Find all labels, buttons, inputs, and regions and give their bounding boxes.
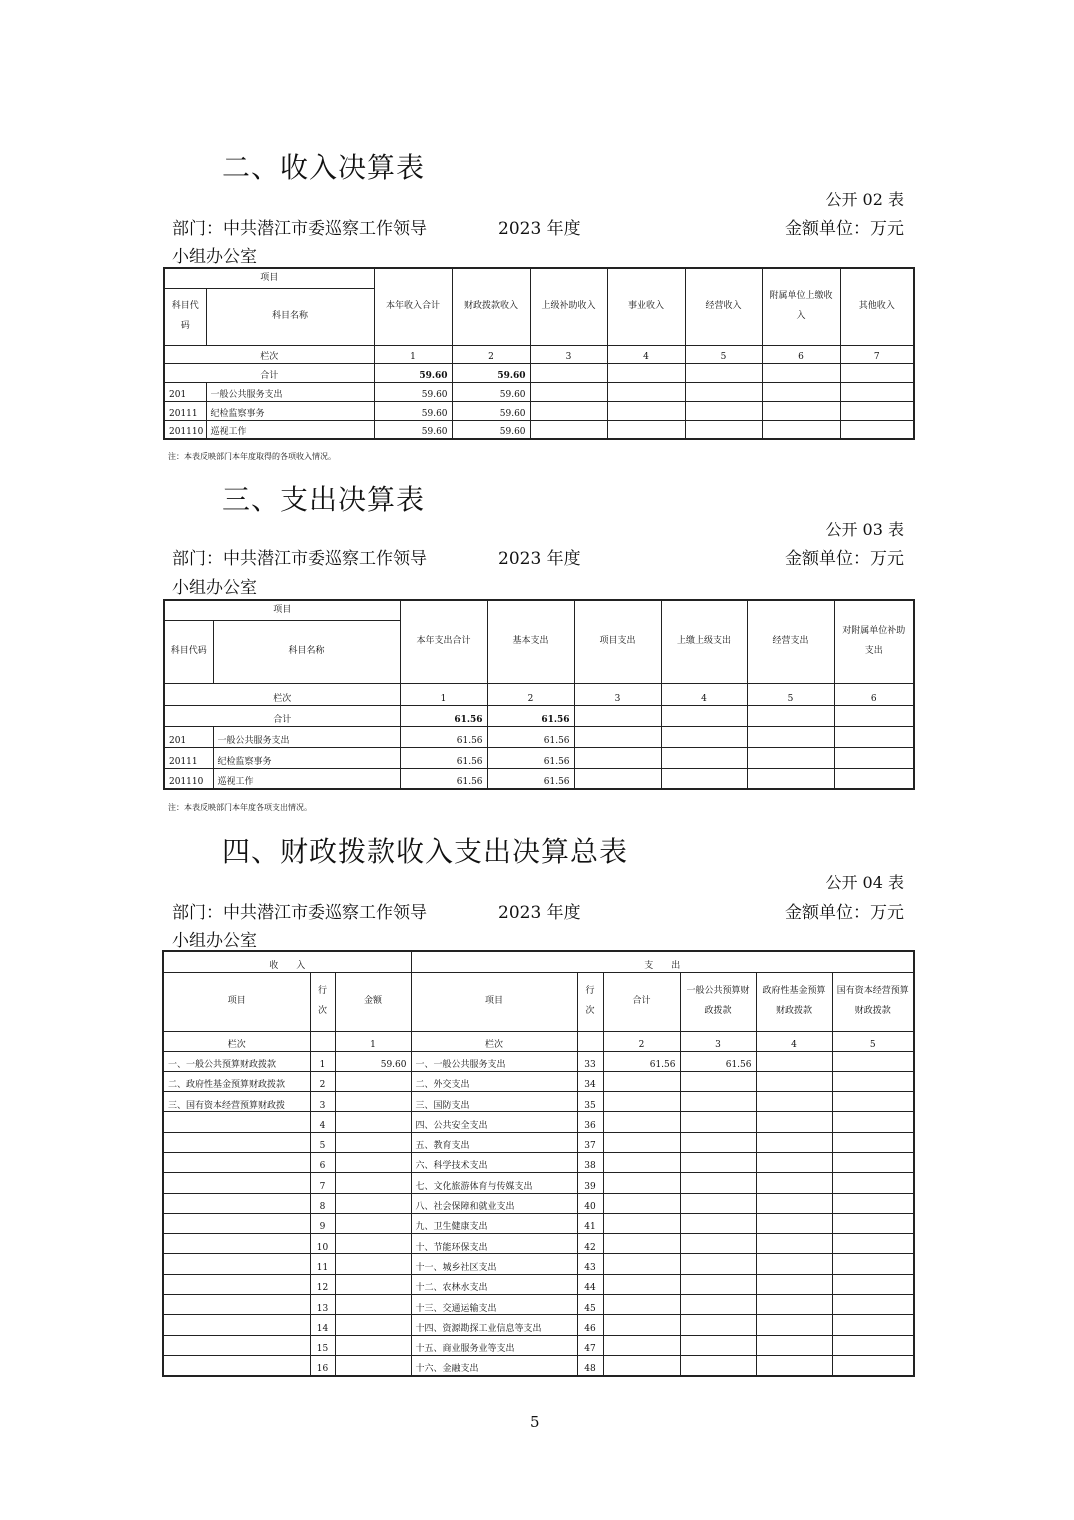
income-item: [163, 1335, 310, 1355]
fiscal-summary-table: [162, 950, 915, 1377]
table-row: [163, 1132, 914, 1152]
expense-total: [603, 1315, 680, 1335]
income-item: [163, 1274, 310, 1294]
page-number: 5: [530, 1413, 540, 1431]
row-code: 201: [164, 726, 213, 747]
empty-cell: [832, 1335, 914, 1355]
total-label: 合计: [164, 363, 374, 382]
expense-line-no: 38: [577, 1152, 603, 1172]
table-row: [163, 1193, 914, 1213]
income-line-no: 15: [310, 1335, 335, 1355]
row-name: 一般公共服务支出: [213, 726, 400, 747]
expense-general-budget: [680, 1335, 756, 1355]
expense-item: 三、国防支出: [411, 1092, 577, 1112]
header-gov-fund: 政府性基金预算财政拨款: [756, 972, 832, 1031]
income-amount: [335, 1274, 411, 1294]
income-item: [163, 1112, 310, 1132]
row-name: 一般公共服务支出: [206, 382, 374, 401]
table-row: [163, 1274, 914, 1294]
row-value: 59.60: [452, 420, 530, 439]
header-name: 科目名称: [206, 288, 374, 345]
row-code: 201110: [164, 768, 213, 789]
income-amount: [335, 1254, 411, 1274]
header-expense-item: 项目: [411, 972, 577, 1031]
row-name: 巡视工作: [213, 768, 400, 789]
header-col: 财政拨款收入: [452, 268, 530, 345]
empty-cell: [756, 1092, 832, 1112]
expense-general-budget: [680, 1254, 756, 1274]
row-code: 201110: [164, 420, 206, 439]
expense-line-no: 47: [577, 1335, 603, 1355]
empty-cell: [832, 1234, 914, 1254]
income-line-no: 14: [310, 1315, 335, 1335]
sec3-year: 2023 年度: [498, 549, 581, 569]
header-col: 事业收入: [607, 268, 685, 345]
income-amount: [335, 1092, 411, 1112]
row-value: 61.56: [487, 768, 574, 789]
expense-total: [603, 1152, 680, 1172]
sec4-dept: 部门：中共潜江市委巡察工作领导: [172, 903, 427, 923]
table-row: [164, 420, 914, 439]
empty-cell: [756, 1051, 832, 1071]
income-line-no: 2: [310, 1071, 335, 1091]
header-name: 科目名称: [213, 620, 400, 683]
empty-cell: [832, 1355, 914, 1375]
sec3-dept: 部门：中共潜江市委巡察工作领导: [172, 549, 427, 569]
expense-total: 61.56: [603, 1051, 680, 1071]
income-line-no: 5: [310, 1132, 335, 1152]
sec2-unit: 金额单位：万元: [785, 219, 904, 239]
sec2-dept: 部门：中共潜江市委巡察工作领导: [172, 219, 427, 239]
empty-cell: [756, 1213, 832, 1233]
income-amount: [335, 1173, 411, 1193]
header-item: 项目: [164, 600, 400, 620]
empty-cell: [832, 1132, 914, 1152]
sec4-title: 四、财政拨款收入支出决算总表: [222, 835, 629, 868]
income-line-no: 13: [310, 1295, 335, 1315]
empty-cell: [756, 1335, 832, 1355]
expense-line-no: 46: [577, 1315, 603, 1335]
income-item: [163, 1234, 310, 1254]
expense-line-no: 40: [577, 1193, 603, 1213]
expense-total: [603, 1173, 680, 1193]
income-amount: 59.60: [335, 1051, 411, 1071]
row-value: 59.60: [452, 401, 530, 420]
income-item: [163, 1152, 310, 1172]
income-item: [163, 1132, 310, 1152]
expense-line-no: 35: [577, 1092, 603, 1112]
empty-cell: [832, 1295, 914, 1315]
col-index-label: 栏次: [164, 345, 374, 363]
empty-cell: [756, 1315, 832, 1335]
expense-item: 十三、交通运输支出: [411, 1295, 577, 1315]
expense-line-no: 36: [577, 1112, 603, 1132]
sec4-year: 2023 年度: [498, 903, 581, 923]
income-line-no: 3: [310, 1092, 335, 1112]
header-expense-line-no: 行次: [577, 972, 603, 1031]
expense-line-no: 45: [577, 1295, 603, 1315]
row-code: 201: [164, 382, 206, 401]
header-item: 项目: [164, 268, 374, 288]
expense-item: 二、外交支出: [411, 1071, 577, 1091]
col-index: 3: [574, 683, 661, 705]
income-amount: [335, 1112, 411, 1132]
income-line-no: 8: [310, 1193, 335, 1213]
sec3-unit: 金额单位：万元: [785, 549, 904, 569]
table-row: [164, 747, 914, 768]
empty-cell: [756, 1071, 832, 1091]
table-row: [163, 1152, 914, 1172]
empty-cell: [756, 1295, 832, 1315]
header-line-no: 行次: [310, 972, 335, 1031]
income-amount: [335, 1315, 411, 1335]
income-line-no: 9: [310, 1213, 335, 1233]
empty-cell: [832, 1152, 914, 1172]
col-index: 1: [335, 1031, 411, 1051]
income-amount: [335, 1234, 411, 1254]
expense-item: 十六、金融支出: [411, 1355, 577, 1375]
col-index: 1: [374, 345, 452, 363]
expense-table: [163, 599, 915, 790]
empty-cell: [832, 1213, 914, 1233]
expense-total: [603, 1234, 680, 1254]
col-index: 5: [685, 345, 762, 363]
expense-total: [603, 1274, 680, 1294]
row-name: 纪检监察事务: [206, 401, 374, 420]
expense-line-no: 42: [577, 1234, 603, 1254]
header-col: 附属单位上缴收入: [762, 268, 840, 345]
income-item: 二、政府性基金预算财政拨款: [163, 1071, 310, 1091]
expense-general-budget: [680, 1173, 756, 1193]
row-value: 61.56: [487, 747, 574, 768]
row-value: 61.56: [400, 768, 487, 789]
expense-general-budget: [680, 1132, 756, 1152]
expense-item: 十四、资源勘探工业信息等支出: [411, 1315, 577, 1335]
header-col: 项目支出: [574, 600, 661, 683]
income-line-no: 16: [310, 1355, 335, 1375]
col-index-label: 栏次: [164, 683, 400, 705]
header-amount: 金额: [335, 972, 411, 1031]
col-index: 6: [762, 345, 840, 363]
income-item: 一、一般公共预算财政拨款: [163, 1051, 310, 1071]
income-amount: [335, 1152, 411, 1172]
income-line-no: 12: [310, 1274, 335, 1294]
empty-cell: [756, 1234, 832, 1254]
income-item: [163, 1193, 310, 1213]
table-row: [163, 1315, 914, 1335]
header-col: 本年支出合计: [400, 600, 487, 683]
sec3-title: 三、支出决算表: [222, 483, 426, 516]
row-value: 61.56: [400, 747, 487, 768]
expense-general-budget: [680, 1274, 756, 1294]
expense-line-no: 33: [577, 1051, 603, 1071]
expense-general-budget: 61.56: [680, 1051, 756, 1071]
total-label: 合计: [164, 705, 400, 726]
table-row: [163, 1112, 914, 1132]
income-amount: [335, 1355, 411, 1375]
expense-item: 四、公共安全支出: [411, 1112, 577, 1132]
expense-item: 七、文化旅游体育与传媒支出: [411, 1173, 577, 1193]
sec2-dept-cont: 小组办公室: [172, 247, 257, 267]
header-col: 基本支出: [487, 600, 574, 683]
col-index: 4: [756, 1031, 832, 1051]
empty-cell: [756, 1112, 832, 1132]
empty-cell: [832, 1254, 914, 1274]
expense-line-no: 41: [577, 1213, 603, 1233]
table-row: [164, 726, 914, 747]
empty-cell: [832, 1193, 914, 1213]
col-index: 3: [530, 345, 607, 363]
income-amount: [335, 1213, 411, 1233]
expense-general-budget: [680, 1234, 756, 1254]
income-line-no: 6: [310, 1152, 335, 1172]
header-col: 上级补助收入: [530, 268, 607, 345]
empty-cell: [756, 1355, 832, 1375]
col-index: 5: [747, 683, 834, 705]
expense-total: [603, 1132, 680, 1152]
row-value: 59.60: [374, 382, 452, 401]
header-code: 科目代码: [164, 620, 213, 683]
expense-item: 十、节能环保支出: [411, 1234, 577, 1254]
empty-cell: [756, 1132, 832, 1152]
expense-item: 九、卫生健康支出: [411, 1213, 577, 1233]
income-amount: [335, 1132, 411, 1152]
header-total: 合计: [603, 972, 680, 1031]
expense-general-budget: [680, 1193, 756, 1213]
row-name: 巡视工作: [206, 420, 374, 439]
row-value: 61.56: [487, 726, 574, 747]
empty-cell: [756, 1152, 832, 1172]
expense-total: [603, 1071, 680, 1091]
income-item: [163, 1295, 310, 1315]
sec2-title: 二、收入决算表: [222, 151, 426, 184]
income-item: [163, 1315, 310, 1335]
income-line-no: 11: [310, 1254, 335, 1274]
expense-total: [603, 1295, 680, 1315]
income-amount: [335, 1335, 411, 1355]
col-index: 4: [661, 683, 747, 705]
expense-header: 支 出: [411, 951, 914, 972]
expense-general-budget: [680, 1092, 756, 1112]
empty-cell: [832, 1092, 914, 1112]
col-index: 4: [607, 345, 685, 363]
income-item: [163, 1355, 310, 1375]
col-index: 2: [452, 345, 530, 363]
header-col: 经营收入: [685, 268, 762, 345]
header-state-capital: 国有资本经营预算财政拨款: [832, 972, 914, 1031]
empty-cell: [756, 1193, 832, 1213]
income-item: [163, 1254, 310, 1274]
total-value: 61.56: [487, 705, 574, 726]
row-value: 61.56: [400, 726, 487, 747]
col-index: 3: [680, 1031, 756, 1051]
expense-item: 十五、商业服务业等支出: [411, 1335, 577, 1355]
expense-item: 一、一般公共服务支出: [411, 1051, 577, 1071]
expense-general-budget: [680, 1112, 756, 1132]
expense-line-no: 37: [577, 1132, 603, 1152]
header-col: 对附属单位补助支出: [834, 600, 914, 683]
empty-cell: [832, 1274, 914, 1294]
table-row: [163, 1355, 914, 1375]
row-name: 纪检监察事务: [213, 747, 400, 768]
income-line-no: 1: [310, 1051, 335, 1071]
header-col: 上缴上级支出: [661, 600, 747, 683]
header-income-item: 项目: [163, 972, 310, 1031]
row-value: 59.60: [452, 382, 530, 401]
expense-general-budget: [680, 1355, 756, 1375]
empty-cell: [832, 1173, 914, 1193]
total-value: 59.60: [374, 363, 452, 382]
col-index: 7: [840, 345, 914, 363]
empty-cell: [832, 1051, 914, 1071]
expense-general-budget: [680, 1213, 756, 1233]
income-amount: [335, 1193, 411, 1213]
expense-total: [603, 1355, 680, 1375]
table-row: [163, 1051, 914, 1071]
sec2-year: 2023 年度: [498, 219, 581, 239]
sec2-note: 注：本表反映部门本年度取得的各项收入情况。: [168, 452, 336, 461]
expense-line-no: 44: [577, 1274, 603, 1294]
expense-total: [603, 1112, 680, 1132]
empty-cell: [756, 1274, 832, 1294]
expense-item: 十二、农林水支出: [411, 1274, 577, 1294]
expense-line-no: 39: [577, 1173, 603, 1193]
income-item: [163, 1213, 310, 1233]
table-row: [163, 1213, 914, 1233]
row-code: 20111: [164, 401, 206, 420]
sec3-dept-cont: 小组办公室: [172, 578, 257, 598]
expense-item: 五、教育支出: [411, 1132, 577, 1152]
header-col: 本年收入合计: [374, 268, 452, 345]
empty-cell: [756, 1173, 832, 1193]
header-col: 经营支出: [747, 600, 834, 683]
income-line-no: 7: [310, 1173, 335, 1193]
total-value: 59.60: [452, 363, 530, 382]
income-amount: [335, 1295, 411, 1315]
expense-line-no: 34: [577, 1071, 603, 1091]
expense-total: [603, 1335, 680, 1355]
col-index: 5: [832, 1031, 914, 1051]
table-row: [163, 1295, 914, 1315]
expense-total: [603, 1254, 680, 1274]
table-row: [163, 1173, 914, 1193]
income-item: [163, 1173, 310, 1193]
col-index-label: 栏次: [411, 1031, 577, 1051]
sec4-form-no: 公开 04 表: [825, 873, 904, 892]
header-code: 科目代码: [164, 288, 206, 345]
col-index: 2: [487, 683, 574, 705]
row-value: 59.60: [374, 420, 452, 439]
expense-total: [603, 1193, 680, 1213]
table-row: [164, 382, 914, 401]
sec3-note: 注：本表反映部门本年度各项支出情况。: [168, 803, 312, 812]
empty-cell: [832, 1112, 914, 1132]
expense-total: [603, 1092, 680, 1112]
table-row: [163, 1254, 914, 1274]
empty-cell: [832, 1315, 914, 1335]
total-value: 61.56: [400, 705, 487, 726]
expense-general-budget: [680, 1071, 756, 1091]
expense-item: 六、科学技术支出: [411, 1152, 577, 1172]
expense-line-no: 43: [577, 1254, 603, 1274]
expense-line-no: 48: [577, 1355, 603, 1375]
col-index: 1: [400, 683, 487, 705]
table-row: [164, 768, 914, 789]
table-row: [163, 1071, 914, 1091]
income-line-no: 4: [310, 1112, 335, 1132]
expense-general-budget: [680, 1315, 756, 1335]
sec2-form-no: 公开 02 表: [825, 190, 904, 209]
table-row: [164, 401, 914, 420]
expense-general-budget: [680, 1295, 756, 1315]
income-item: 三、国有资本经营预算财政拨: [163, 1092, 310, 1112]
row-code: 20111: [164, 747, 213, 768]
col-index: 2: [603, 1031, 680, 1051]
empty-cell: [832, 1071, 914, 1091]
table-row: [163, 1092, 914, 1112]
expense-item: 十一、城乡社区支出: [411, 1254, 577, 1274]
income-line-no: 10: [310, 1234, 335, 1254]
sec3-form-no: 公开 03 表: [825, 520, 904, 539]
table-row: [163, 1335, 914, 1355]
income-amount: [335, 1071, 411, 1091]
sec4-unit: 金额单位：万元: [785, 903, 904, 923]
expense-item: 八、社会保障和就业支出: [411, 1193, 577, 1213]
income-table: [163, 267, 915, 440]
row-value: 59.60: [374, 401, 452, 420]
col-index-label: 栏次: [163, 1031, 310, 1051]
income-header: 收 入: [163, 951, 411, 972]
header-general-budget: 一般公共预算财政拨款: [680, 972, 756, 1031]
expense-total: [603, 1213, 680, 1233]
col-index: 6: [834, 683, 914, 705]
table-row: [163, 1234, 914, 1254]
header-col: 其他收入: [840, 268, 914, 345]
expense-general-budget: [680, 1152, 756, 1172]
empty-cell: [756, 1254, 832, 1274]
sec4-dept-cont: 小组办公室: [172, 931, 257, 951]
